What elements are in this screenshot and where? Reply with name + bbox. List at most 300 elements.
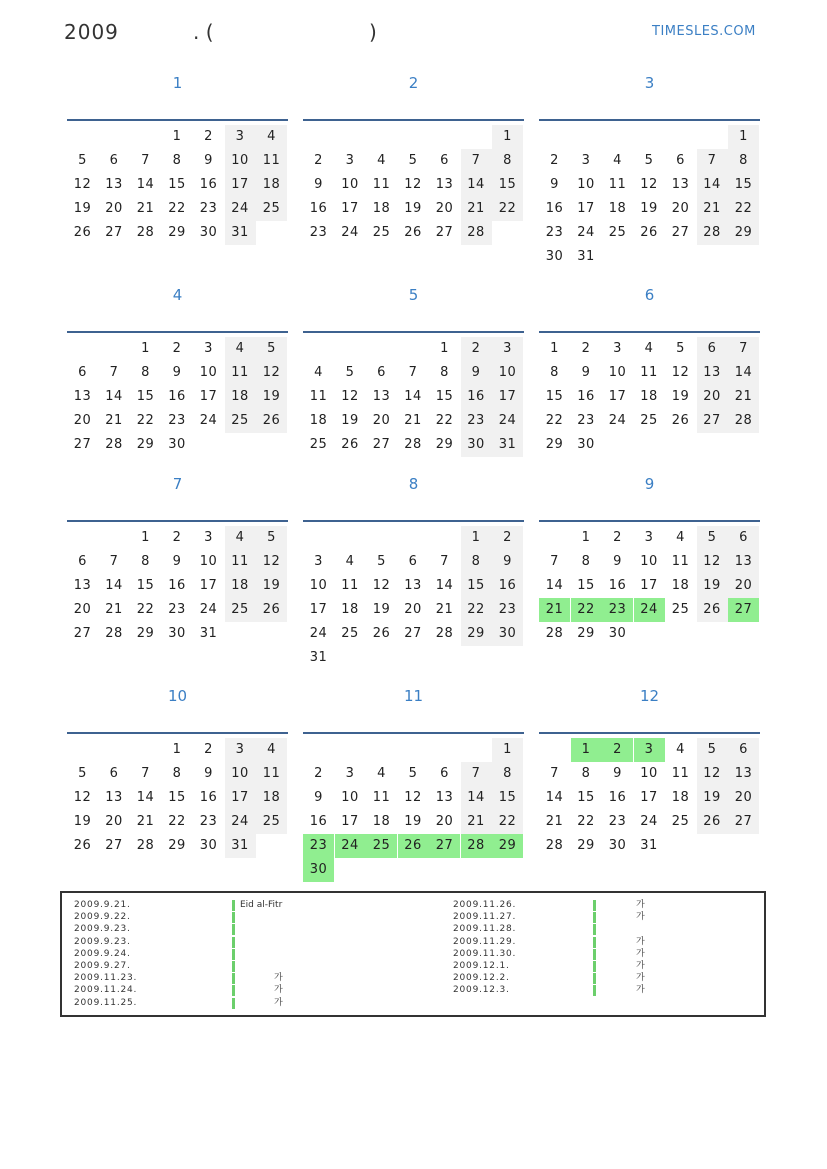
day-cell: 17 <box>309 602 328 617</box>
day-cell: 4 <box>613 153 622 168</box>
day-cell: 6 <box>408 554 418 569</box>
month-title: 1 <box>172 74 183 92</box>
day-cell: 31 <box>225 221 256 245</box>
day-cell: 20 <box>404 602 422 617</box>
day-cell: 6 <box>728 738 759 762</box>
day-cell: 3 <box>225 125 256 149</box>
day-cell: 6 <box>440 766 449 781</box>
day-cell: 16 <box>545 201 564 216</box>
day-cell: 25 <box>671 814 690 829</box>
month-rule <box>539 119 760 121</box>
day-cell: 4 <box>314 365 323 380</box>
day-cell: 4 <box>256 738 287 762</box>
day-cell: 26 <box>256 598 287 622</box>
day-cell: 1 <box>141 530 150 545</box>
day-cell: 29 <box>577 838 595 853</box>
day-cell: 10 <box>608 365 627 380</box>
day-cell: 23 <box>199 201 218 216</box>
day-cell: 7 <box>461 762 492 786</box>
day-cell: 28 <box>697 221 728 245</box>
day-cell: 27 <box>697 409 728 433</box>
day-cell: 10 <box>577 177 595 192</box>
holiday-marker-bar <box>593 937 596 948</box>
holiday-date: 2009.11.25. <box>74 997 138 1008</box>
day-cell: 15 <box>577 790 595 805</box>
day-cell: 16 <box>199 790 218 805</box>
day-cell: 3 <box>581 153 591 168</box>
month-title: 5 <box>408 286 419 304</box>
holiday-name: Eid al-Fitr <box>240 900 283 910</box>
day-cell: 14 <box>105 578 123 593</box>
day-cell: 28 <box>136 225 155 240</box>
day-cell: 10 <box>341 177 359 192</box>
day-cell: 14 <box>105 389 123 404</box>
day-cell: 20 <box>435 814 454 829</box>
day-cell: 15 <box>168 790 186 805</box>
day-cell: 9 <box>461 361 492 385</box>
holiday-name: 가 <box>636 948 645 959</box>
holiday-date: 2009.9.27. <box>74 960 131 971</box>
month-rule <box>67 520 288 522</box>
day-cell: 18 <box>341 602 359 617</box>
day-cell: 21 <box>539 598 570 622</box>
day-cell: 2 <box>581 341 591 356</box>
month-6 <box>539 286 760 486</box>
day-cell: 11 <box>256 762 287 786</box>
day-cell: 12 <box>404 790 422 805</box>
day-cell: 15 <box>577 578 595 593</box>
holiday-marker-bar <box>232 998 235 1009</box>
month-12 <box>539 687 760 887</box>
day-cell: 28 <box>461 221 492 245</box>
day-cell: 21 <box>136 201 155 216</box>
holiday-name: 가 <box>636 960 645 971</box>
day-cell: 23 <box>545 225 564 240</box>
day-cell: 16 <box>168 389 186 404</box>
day-cell: 8 <box>581 554 591 569</box>
day-cell: 7 <box>461 149 492 173</box>
holiday-date: 2009.9.24. <box>74 948 131 959</box>
day-cell: 21 <box>404 413 422 428</box>
day-cell: 1 <box>461 526 492 550</box>
day-cell: 29 <box>461 622 492 646</box>
day-cell: 9 <box>314 177 323 192</box>
day-cell: 25 <box>608 225 627 240</box>
day-cell: 20 <box>728 786 759 810</box>
month-10 <box>67 687 288 887</box>
holiday-marker-bar <box>593 961 596 972</box>
day-cell: 21 <box>545 814 564 829</box>
day-cell: 1 <box>492 125 523 149</box>
day-cell: 16 <box>199 177 218 192</box>
day-cell: 11 <box>372 790 391 805</box>
day-cell: 9 <box>172 365 182 380</box>
holiday-marker-bar <box>232 900 235 911</box>
holiday-date: 2009.11.27. <box>453 912 517 923</box>
day-cell: 5 <box>644 153 654 168</box>
day-cell: 18 <box>372 814 391 829</box>
day-cell: 27 <box>404 626 422 641</box>
day-cell: 29 <box>168 225 186 240</box>
day-cell: 13 <box>697 361 728 385</box>
day-cell: 15 <box>492 173 523 197</box>
day-cell: 2 <box>613 530 622 545</box>
day-cell: 9 <box>492 550 523 574</box>
month-rule <box>67 119 288 121</box>
day-cell: 5 <box>676 341 685 356</box>
month-rule <box>539 331 760 333</box>
day-cell: 13 <box>435 790 454 805</box>
day-cell: 5 <box>697 526 728 550</box>
day-cell: 13 <box>73 578 92 593</box>
day-cell: 1 <box>581 530 591 545</box>
day-cell: 21 <box>435 602 454 617</box>
holiday-marker-bar <box>232 949 235 960</box>
day-cell: 9 <box>204 766 213 781</box>
day-cell: 5 <box>377 554 386 569</box>
day-cell: 21 <box>461 197 492 221</box>
day-cell: 12 <box>372 578 391 593</box>
day-cell: 24 <box>199 413 218 428</box>
day-cell: 11 <box>640 365 658 380</box>
day-cell: 7 <box>109 365 119 380</box>
day-cell: 19 <box>404 201 422 216</box>
month-9 <box>539 475 760 675</box>
day-cell: 8 <box>440 365 449 380</box>
day-cell: 24 <box>199 602 218 617</box>
month-rule <box>539 732 760 734</box>
day-cell: 24 <box>225 197 256 221</box>
holiday-date: 2009.12.1. <box>453 960 510 971</box>
day-cell: 18 <box>671 790 690 805</box>
day-cell: 9 <box>314 790 323 805</box>
day-cell: 1 <box>571 738 602 762</box>
holiday-marker-bar <box>593 912 596 923</box>
day-cell: 14 <box>728 361 759 385</box>
day-cell: 3 <box>345 766 355 781</box>
day-cell: 29 <box>435 437 454 452</box>
day-cell: 18 <box>640 389 658 404</box>
month-rule <box>67 331 288 333</box>
day-cell: 28 <box>545 838 564 853</box>
day-cell: 20 <box>105 201 123 216</box>
title-separator: . ( <box>193 20 214 44</box>
day-cell: 20 <box>728 574 759 598</box>
day-cell: 26 <box>398 834 429 858</box>
day-cell: 26 <box>697 810 728 834</box>
holiday-marker-bar <box>593 949 596 960</box>
month-1 <box>67 74 288 274</box>
day-cell: 25 <box>309 437 328 452</box>
day-cell: 16 <box>309 814 328 829</box>
day-cell: 20 <box>671 201 690 216</box>
day-cell: 13 <box>105 177 123 192</box>
day-cell: 25 <box>225 409 256 433</box>
day-cell: 9 <box>172 554 182 569</box>
day-cell: 19 <box>256 385 287 409</box>
holiday-name: 가 <box>636 900 645 910</box>
month-rule <box>539 520 760 522</box>
day-cell: 18 <box>225 385 256 409</box>
day-cell: 18 <box>256 786 287 810</box>
day-cell: 21 <box>697 197 728 221</box>
day-cell: 27 <box>105 838 123 853</box>
day-cell: 21 <box>728 385 759 409</box>
holiday-date: 2009.11.30. <box>453 948 517 959</box>
day-cell: 25 <box>256 197 287 221</box>
day-cell: 23 <box>168 413 186 428</box>
day-cell: 7 <box>550 766 559 781</box>
day-cell: 15 <box>728 173 759 197</box>
day-cell: 29 <box>492 834 523 858</box>
day-cell: 21 <box>461 810 492 834</box>
month-rule <box>67 732 288 734</box>
day-cell: 15 <box>168 177 186 192</box>
day-cell: 24 <box>640 814 658 829</box>
day-cell: 16 <box>492 574 523 598</box>
day-cell: 7 <box>141 153 150 168</box>
holiday-date: 2009.11.24. <box>74 985 138 996</box>
day-cell: 13 <box>728 550 759 574</box>
day-cell: 30 <box>303 858 334 882</box>
day-cell: 6 <box>78 365 87 380</box>
day-cell: 13 <box>671 177 690 192</box>
month-4 <box>67 286 288 486</box>
day-cell: 17 <box>341 201 359 216</box>
day-cell: 1 <box>550 341 559 356</box>
day-cell: 25 <box>671 602 690 617</box>
day-cell: 6 <box>728 526 759 550</box>
day-cell: 25 <box>341 626 359 641</box>
day-cell: 10 <box>341 790 359 805</box>
day-cell: 18 <box>372 201 391 216</box>
day-cell: 14 <box>461 173 492 197</box>
day-cell: 24 <box>608 413 627 428</box>
day-cell: 28 <box>545 626 564 641</box>
month-rule <box>303 520 524 522</box>
holiday-marker-bar <box>593 900 596 911</box>
day-cell: 3 <box>225 738 256 762</box>
day-cell: 7 <box>550 554 559 569</box>
day-cell: 6 <box>697 337 728 361</box>
day-cell: 11 <box>225 550 256 574</box>
month-11 <box>303 687 524 887</box>
day-cell: 19 <box>404 814 422 829</box>
day-cell: 22 <box>545 413 564 428</box>
day-cell: 11 <box>608 177 627 192</box>
day-cell: 8 <box>550 365 559 380</box>
day-cell: 29 <box>136 626 155 641</box>
day-cell: 27 <box>73 437 92 452</box>
day-cell: 4 <box>225 337 256 361</box>
title-close-paren: ) <box>369 20 377 44</box>
day-cell: 4 <box>377 153 386 168</box>
day-cell: 21 <box>105 413 123 428</box>
day-cell: 27 <box>728 598 759 622</box>
day-cell: 27 <box>728 810 759 834</box>
day-cell: 19 <box>640 201 658 216</box>
day-cell: 25 <box>256 810 287 834</box>
day-cell: 23 <box>602 598 633 622</box>
day-cell: 2 <box>204 742 213 757</box>
day-cell: 26 <box>697 598 728 622</box>
month-title: 7 <box>172 475 183 493</box>
day-cell: 13 <box>435 177 454 192</box>
holiday-name: 가 <box>636 936 645 947</box>
day-cell: 8 <box>141 365 150 380</box>
day-cell: 14 <box>136 177 155 192</box>
day-cell: 16 <box>608 790 627 805</box>
day-cell: 25 <box>366 834 397 858</box>
day-cell: 7 <box>141 766 150 781</box>
month-title: 6 <box>644 286 655 304</box>
day-cell: 12 <box>697 762 728 786</box>
day-cell: 12 <box>73 177 92 192</box>
day-cell: 9 <box>613 766 622 781</box>
month-title: 12 <box>639 687 660 705</box>
holiday-marker-bar <box>232 912 235 923</box>
day-cell: 23 <box>303 834 334 858</box>
day-cell: 13 <box>105 790 123 805</box>
day-cell: 16 <box>309 201 328 216</box>
day-cell: 14 <box>697 173 728 197</box>
day-cell: 27 <box>671 225 690 240</box>
day-cell: 15 <box>435 389 454 404</box>
day-cell: 7 <box>109 554 119 569</box>
day-cell: 26 <box>256 409 287 433</box>
day-cell: 17 <box>640 578 658 593</box>
month-rule <box>303 119 524 121</box>
holiday-marker-bar <box>232 937 235 948</box>
day-cell: 24 <box>335 834 366 858</box>
day-cell: 4 <box>377 766 386 781</box>
holiday-marker-bar <box>232 924 235 935</box>
day-cell: 11 <box>372 177 391 192</box>
day-cell: 31 <box>225 834 256 858</box>
day-cell: 17 <box>341 814 359 829</box>
day-cell: 10 <box>492 361 523 385</box>
day-cell: 31 <box>492 433 523 457</box>
day-cell: 8 <box>461 550 492 574</box>
day-cell: 17 <box>199 389 218 404</box>
holiday-marker-bar <box>593 973 596 984</box>
day-cell: 17 <box>225 173 256 197</box>
month-title: 3 <box>644 74 655 92</box>
day-cell: 3 <box>204 341 213 356</box>
day-cell: 19 <box>697 786 728 810</box>
day-cell: 11 <box>256 149 287 173</box>
day-cell: 5 <box>408 766 418 781</box>
day-cell: 26 <box>341 437 359 452</box>
day-cell: 11 <box>671 766 690 781</box>
day-cell: 2 <box>314 766 323 781</box>
day-cell: 26 <box>640 225 658 240</box>
day-cell: 28 <box>728 409 759 433</box>
month-rule <box>303 732 524 734</box>
day-cell: 27 <box>435 225 454 240</box>
day-cell: 10 <box>199 365 218 380</box>
day-cell: 29 <box>577 626 595 641</box>
day-cell: 6 <box>676 153 685 168</box>
day-cell: 28 <box>105 626 123 641</box>
day-cell: 4 <box>676 530 685 545</box>
day-cell: 19 <box>372 602 391 617</box>
day-cell: 20 <box>105 814 123 829</box>
day-cell: 1 <box>172 742 182 757</box>
holiday-date: 2009.9.21. <box>74 900 131 910</box>
day-cell: 13 <box>404 578 422 593</box>
day-cell: 17 <box>492 385 523 409</box>
day-cell: 5 <box>697 738 728 762</box>
day-cell: 11 <box>309 389 328 404</box>
day-cell: 9 <box>204 153 213 168</box>
day-cell: 8 <box>728 149 759 173</box>
day-cell: 8 <box>172 153 182 168</box>
brand-link[interactable]: TIMESLES.COM <box>652 24 756 39</box>
holiday-date: 2009.11.29. <box>453 936 517 947</box>
day-cell: 30 <box>608 626 627 641</box>
day-cell: 20 <box>697 385 728 409</box>
day-cell: 2 <box>172 341 182 356</box>
day-cell: 9 <box>613 554 622 569</box>
day-cell: 22 <box>577 814 595 829</box>
day-cell: 4 <box>676 742 685 757</box>
day-cell: 19 <box>73 814 92 829</box>
day-cell: 11 <box>671 554 690 569</box>
day-cell: 4 <box>345 554 355 569</box>
day-cell: 3 <box>204 530 213 545</box>
day-cell: 23 <box>461 409 492 433</box>
day-cell: 26 <box>372 626 391 641</box>
day-cell: 26 <box>671 413 690 428</box>
month-5 <box>303 286 524 486</box>
day-cell: 4 <box>644 341 654 356</box>
holiday-list-box <box>60 891 766 1017</box>
day-cell: 16 <box>168 578 186 593</box>
month-8 <box>303 475 524 675</box>
day-cell: 29 <box>168 838 186 853</box>
day-cell: 13 <box>372 389 391 404</box>
holiday-date: 2009.9.23. <box>74 924 131 935</box>
day-cell: 27 <box>73 626 92 641</box>
day-cell: 6 <box>78 554 87 569</box>
day-cell: 22 <box>136 413 155 428</box>
day-cell: 30 <box>608 838 627 853</box>
day-cell: 22 <box>571 598 602 622</box>
day-cell: 30 <box>168 437 186 452</box>
day-cell: 18 <box>608 201 627 216</box>
day-cell: 30 <box>545 249 564 264</box>
day-cell: 28 <box>404 437 422 452</box>
day-cell: 10 <box>199 554 218 569</box>
day-cell: 3 <box>644 530 654 545</box>
day-cell: 23 <box>309 225 328 240</box>
day-cell: 10 <box>225 762 256 786</box>
day-cell: 18 <box>256 173 287 197</box>
day-cell: 9 <box>581 365 591 380</box>
day-cell: 24 <box>309 626 328 641</box>
day-cell: 30 <box>168 626 186 641</box>
day-cell: 6 <box>377 365 386 380</box>
day-cell: 17 <box>577 201 595 216</box>
day-cell: 3 <box>345 153 355 168</box>
day-cell: 20 <box>435 201 454 216</box>
month-title: 11 <box>403 687 424 705</box>
day-cell: 11 <box>225 361 256 385</box>
holiday-date: 2009.12.3. <box>453 985 510 996</box>
day-cell: 22 <box>168 201 186 216</box>
holiday-name: 가 <box>636 973 645 984</box>
